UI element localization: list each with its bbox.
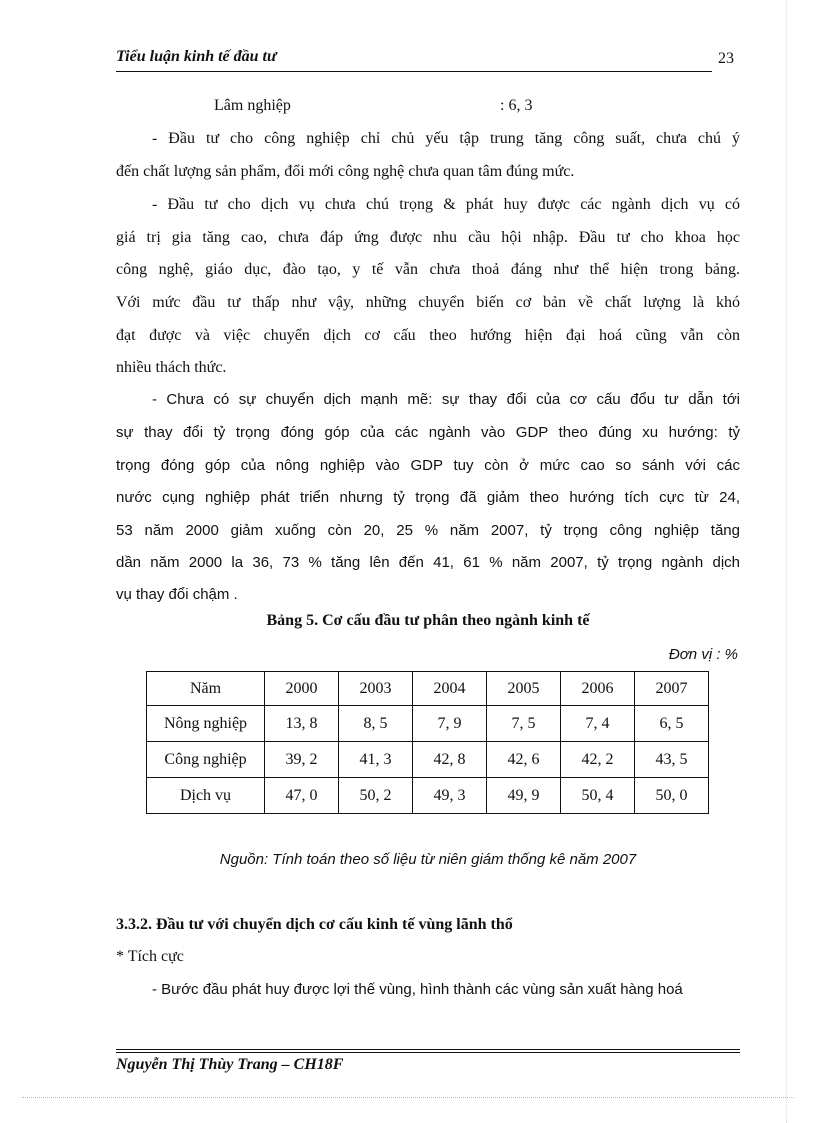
sub-heading: * Tích cực <box>116 948 184 965</box>
table-cell: 42, 8 <box>413 742 487 778</box>
para2-line: Với mức đầu tư thấp như vậy, những chuyển biến cơ bản về chất lượng là khó <box>116 294 740 311</box>
table-cell: Dịch vụ <box>147 778 265 814</box>
para2-line: nhiều thách thức. <box>116 359 227 376</box>
table-cell: 7, 9 <box>413 706 487 742</box>
table-header-cell: 2004 <box>413 672 487 706</box>
table-cell: 49, 9 <box>487 778 561 814</box>
para3-line: - Chưa có sự chuyển dịch mạnh mẽ: sự thay đổi của cơ cấu đổu tư dẫn tới <box>152 391 740 408</box>
table-cell: 7, 5 <box>487 706 561 742</box>
table-source: Nguồn: Tính toán theo số liệu từ niên giám thống kê năm 2007 <box>219 851 637 868</box>
table-cell: 6, 5 <box>635 706 709 742</box>
lam-nghiep-label: Lâm nghiệp <box>214 97 291 114</box>
table-cell: 39, 2 <box>265 742 339 778</box>
table-header-cell: 2006 <box>561 672 635 706</box>
table-cell: 50, 4 <box>561 778 635 814</box>
table-cell: 49, 3 <box>413 778 487 814</box>
table-cell: 42, 2 <box>561 742 635 778</box>
para3-line: vụ thay đổi chậm . <box>116 586 238 603</box>
page-number: 23 <box>718 50 734 67</box>
page-edge <box>22 1097 794 1098</box>
para3-line: dần năm 2000 la 36, 73 % tăng lên đến 41, 61 % năm 2007, tỷ trọng ngành dịch <box>116 554 740 571</box>
para1-line: đến chất lượng sản phẩm, đổi mới công nghệ chưa quan tâm đúng mức. <box>116 163 575 180</box>
table-row <box>147 742 709 778</box>
lam-nghiep-value: : 6, 3 <box>500 97 533 114</box>
table-header-cell: 2005 <box>487 672 561 706</box>
table-header-cell: 2007 <box>635 672 709 706</box>
para2-line: - Đầu tư cho dịch vụ chưa chú trọng & phát huy được các ngành dịch vụ có <box>152 196 740 213</box>
data-table <box>146 671 709 814</box>
table-cell: 42, 6 <box>487 742 561 778</box>
table-cell: 50, 2 <box>339 778 413 814</box>
table-cell: 41, 3 <box>339 742 413 778</box>
table-header-row <box>147 672 709 706</box>
page-edge <box>786 0 787 1123</box>
para3-line: sự thay đổi tỷ trọng đóng góp của các ngành vào GDP theo đúng xu hướng: tỷ <box>116 424 740 441</box>
table-cell: Nông nghiệp <box>147 706 265 742</box>
section-heading: 3.3.2. Đầu tư với chuyển dịch cơ cấu kinh tế vùng lãnh thổ <box>116 916 513 933</box>
table-cell: Công nghiệp <box>147 742 265 778</box>
table-header-cell: 2003 <box>339 672 413 706</box>
para2-line: đạt được và việc chuyển dịch cơ cấu theo hướng hiện đại hoá cũng vẫn còn <box>116 327 740 344</box>
table-cell: 13, 8 <box>265 706 339 742</box>
table-header-cell: Năm <box>147 672 265 706</box>
table-title: Bảng 5. Cơ cấu đầu tư phân theo ngành kinh tế <box>266 612 590 629</box>
para3-line: 53 năm 2000 giảm xuống còn 20, 25 % năm 2007, tỷ trọng công nghiệp tăng <box>116 522 740 539</box>
table-unit: Đơn vị : % <box>668 646 738 663</box>
table-cell: 43, 5 <box>635 742 709 778</box>
para1-line: - Đầu tư cho công nghiệp chỉ chủ yếu tập trung tăng công suất, chưa chú ý <box>152 130 740 147</box>
para2-line: công nghệ, giáo dục, đào tạo, y tế vẫn chưa thoả đáng như thể hiện trong bảng. <box>116 261 740 278</box>
table-cell: 47, 0 <box>265 778 339 814</box>
table-cell: 50, 0 <box>635 778 709 814</box>
table-row <box>147 778 709 814</box>
para2-line: giá trị gia tăng cao, chưa đáp ứng được nhu cầu hội nhập. Đầu tư cho khoa học <box>116 229 740 246</box>
para3-line: trọng đóng góp của nông nghiệp vào GDP tuy còn ở mức cao so sánh với các <box>116 457 740 474</box>
header-rule <box>116 71 712 72</box>
para3-line: nước cụng nghiệp phát triển nhưng tỷ trọng đã giảm theo hướng tích cực từ 24, <box>116 489 740 506</box>
header-title: Tiểu luận kinh tế đầu tư <box>116 48 277 65</box>
table-header-cell: 2000 <box>265 672 339 706</box>
table-cell: 7, 4 <box>561 706 635 742</box>
footer-rule <box>116 1049 740 1050</box>
footer-author: Nguyễn Thị Thùy Trang – CH18F <box>116 1056 344 1073</box>
table-row <box>147 706 709 742</box>
table-cell: 8, 5 <box>339 706 413 742</box>
section-line: - Bước đầu phát huy được lợi thế vùng, hình thành các vùng sản xuất hàng hoá <box>152 981 683 998</box>
footer-rule <box>116 1052 740 1053</box>
